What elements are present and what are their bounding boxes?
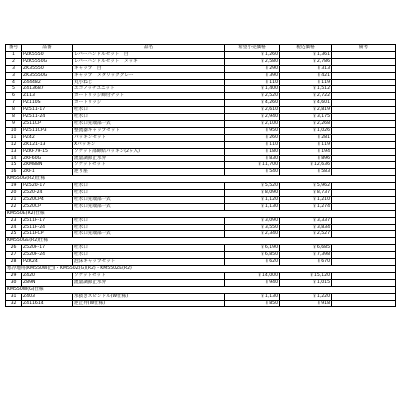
- table-row: [6, 190, 396, 197]
- note-cell: [332, 72, 396, 79]
- part-code: Z520-24: [22, 190, 73, 197]
- note-cell: [332, 107, 396, 114]
- retail-price: ￥2,580: [225, 58, 280, 65]
- table-header-row: [6, 45, 396, 52]
- tax-included-price: ￥2,722: [280, 93, 332, 100]
- part-code: PZK5550: [22, 51, 73, 58]
- table-row: [6, 79, 396, 86]
- table-row: [6, 93, 396, 100]
- part-name: ソケットセット: [73, 162, 225, 169]
- note-cell: [332, 114, 396, 121]
- part-code: ZKF1: [22, 169, 73, 176]
- retail-price: ￥260: [225, 134, 280, 141]
- part-name: 水抜きスピンドル(W仕様): [73, 293, 225, 300]
- row-number: 10: [6, 127, 22, 134]
- tax-included-price: ￥1,026: [280, 127, 332, 134]
- table-row: [6, 107, 396, 114]
- note-cell: [332, 183, 396, 190]
- row-number: 20: [6, 190, 22, 197]
- tax-included-price: ￥918: [280, 300, 332, 307]
- header-part-name: 品名: [73, 45, 225, 52]
- table-row: [6, 169, 396, 176]
- tax-included-price: ￥2,786: [280, 58, 332, 65]
- part-name: 吐水口: [73, 107, 225, 114]
- part-code: ZKF60G: [22, 155, 73, 162]
- section-row: [6, 210, 396, 217]
- tax-included-price: ￥3,175: [280, 114, 332, 121]
- part-code: Z520CP: [22, 203, 73, 210]
- part-name: 流量調節止水弁: [73, 155, 225, 162]
- tax-included-price: ￥1,512: [280, 86, 332, 93]
- row-number: 7: [6, 100, 22, 107]
- part-name: レバーハンドルセット メッキ: [73, 58, 225, 65]
- table-row: [6, 148, 396, 155]
- retail-price: ￥5,520: [225, 183, 280, 190]
- header-retail-price: 希望小売価格: [225, 45, 280, 52]
- tax-included-price: ￥1,361: [280, 51, 332, 58]
- part-name: 流量調節止水弁: [73, 279, 225, 286]
- table-row: [6, 245, 396, 252]
- tax-included-price: ￥1,274: [280, 203, 332, 210]
- tax-included-price: ￥15,120: [280, 272, 332, 279]
- retail-price: ￥2,610: [225, 107, 280, 114]
- part-name: レバーハンドルセット 白: [73, 51, 225, 58]
- part-name: 吐水口: [73, 114, 225, 121]
- retail-price: ￥1,120: [225, 196, 280, 203]
- part-name: 逆止弁(W仕様): [73, 300, 225, 307]
- note-cell: [332, 245, 396, 252]
- table-row: [6, 155, 396, 162]
- row-number: 30: [6, 279, 22, 286]
- part-code: Z520F-17: [22, 245, 73, 252]
- table-row: [6, 120, 396, 127]
- section-row: [6, 266, 396, 273]
- part-name: キャップ メタリックグレー: [73, 72, 225, 79]
- tax-included-price: ￥1,210: [280, 196, 332, 203]
- part-code: Z511F-24: [22, 224, 73, 231]
- part-code: PZK24: [22, 259, 73, 266]
- note-cell: [332, 100, 396, 107]
- row-number: 28: [6, 259, 22, 266]
- row-number: 13: [6, 148, 22, 155]
- part-code: PZK5550G: [22, 58, 73, 65]
- retail-price: ￥1,260: [225, 51, 280, 58]
- section-label: KM550E(R2)仕様: [6, 210, 396, 217]
- note-cell: [332, 79, 396, 86]
- note-cell: [332, 169, 396, 176]
- part-code: ZK35550: [22, 65, 73, 72]
- retail-price: ￥850: [225, 300, 280, 307]
- table-row: [6, 100, 396, 107]
- note-cell: [332, 148, 396, 155]
- part-code: PZ511-24: [22, 114, 73, 121]
- table-row: [6, 224, 396, 231]
- tax-included-price: ￥8,737: [280, 190, 332, 197]
- retail-price: ￥540: [225, 169, 280, 176]
- table-row: [6, 300, 396, 307]
- part-code: Z411614: [22, 300, 73, 307]
- retail-price: ￥1,130: [225, 293, 280, 300]
- table-body: [6, 51, 396, 307]
- part-code: PZ42: [22, 134, 73, 141]
- section-label: KM550W(G)仕様: [6, 286, 396, 293]
- part-name: エコノッチユニット: [73, 86, 225, 93]
- note-cell: [332, 190, 396, 197]
- row-number: 4: [6, 79, 22, 86]
- part-name: キャップ 白: [73, 65, 225, 72]
- note-cell: [332, 231, 396, 238]
- part-code: Z511CP: [22, 120, 73, 127]
- part-code: PZ520-17: [22, 183, 73, 190]
- note-cell: [332, 217, 396, 224]
- part-code: PZ511CP3: [22, 127, 73, 134]
- retail-price: ￥2,940: [225, 114, 280, 121]
- row-number: 11: [6, 134, 22, 141]
- table-row: [6, 86, 396, 93]
- tax-included-price: ￥313: [280, 65, 332, 72]
- note-cell: [332, 51, 396, 58]
- part-code: Z511F-17: [22, 217, 73, 224]
- table-row: [6, 127, 396, 134]
- table-row: [6, 217, 396, 224]
- part-name: 泡沫キャップセット: [73, 259, 225, 266]
- table-row: [6, 196, 396, 203]
- retail-price: ￥180: [225, 148, 280, 155]
- tax-included-price: ￥2,268: [280, 120, 332, 127]
- row-number: 9: [6, 120, 22, 127]
- part-name: カートリッジ: [73, 100, 225, 107]
- note-cell: [332, 196, 396, 203]
- section-row: [6, 238, 396, 245]
- tax-included-price: ￥119: [280, 141, 332, 148]
- retail-price: ￥8,090: [225, 190, 280, 197]
- retail-price: ￥3,090: [225, 217, 280, 224]
- note-cell: [332, 141, 396, 148]
- table-row: [6, 114, 396, 121]
- row-number: 16: [6, 169, 22, 176]
- section-label: 寒冷地用(KM550W(□)・KM550Z(G)(R2)・KM550ZE(R2): [6, 266, 396, 273]
- part-name: 吐水口: [73, 190, 225, 197]
- row-number: 26: [6, 245, 22, 252]
- parts-price-table: [5, 44, 396, 307]
- retail-price: ￥4,260: [225, 100, 280, 107]
- retail-price: ￥2,340: [225, 231, 280, 238]
- row-number: 23: [6, 217, 22, 224]
- note-cell: [332, 252, 396, 259]
- header-note: 備考: [332, 45, 396, 52]
- retail-price: ￥11,700: [225, 162, 280, 169]
- part-name: 丸小ねじ: [73, 79, 225, 86]
- tax-included-price: ￥3,834: [280, 224, 332, 231]
- tax-included-price: ￥1,015: [280, 279, 332, 286]
- part-code: ZKM88N: [22, 162, 73, 169]
- tax-included-price: ￥6,685: [280, 245, 332, 252]
- part-code: ZK35550G: [22, 72, 73, 79]
- part-code: Z520F-24: [22, 252, 73, 259]
- retail-price: ￥390: [225, 72, 280, 79]
- part-name: 吐水口: [73, 252, 225, 259]
- part-code: Z520CP4: [22, 196, 73, 203]
- part-name: Xパッキン: [73, 141, 225, 148]
- part-code: PZ511-17: [22, 107, 73, 114]
- part-code: Z413687: [22, 86, 73, 93]
- note-cell: [332, 58, 396, 65]
- row-number: 27: [6, 252, 22, 259]
- retail-price: ￥6,190: [225, 245, 280, 252]
- part-name: 吐水口先端部一式: [73, 231, 225, 238]
- row-number: 24: [6, 224, 22, 231]
- retail-price: ￥2,520: [225, 93, 280, 100]
- table-row: [6, 58, 396, 65]
- row-number: 14: [6, 155, 22, 162]
- tax-included-price: ￥421: [280, 72, 332, 79]
- tax-included-price: ￥670: [280, 259, 332, 266]
- part-name: 逆り座: [73, 169, 225, 176]
- part-name: カートリッジ締付ナット: [73, 93, 225, 100]
- part-code: PZ110S: [22, 100, 73, 107]
- retail-price: ￥940: [225, 279, 280, 286]
- header-tax-price: 税込価格: [280, 45, 332, 52]
- table-row: [6, 293, 396, 300]
- part-code: PZKF79-15: [22, 148, 73, 155]
- row-number: 2: [6, 58, 22, 65]
- section-label: KM550G(R2)仕様: [6, 176, 396, 183]
- tax-included-price: ￥3,337: [280, 217, 332, 224]
- retail-price: ￥620: [225, 259, 280, 266]
- part-name: 吐水口: [73, 245, 225, 252]
- part-code: Z511FCP: [22, 231, 73, 238]
- tax-included-price: ￥896: [280, 155, 332, 162]
- section-row: [6, 286, 396, 293]
- retail-price: ￥950: [225, 127, 280, 134]
- row-number: 1: [6, 51, 22, 58]
- row-number: 21: [6, 196, 22, 203]
- note-cell: [332, 300, 396, 307]
- table-row: [6, 259, 396, 266]
- header-number: 番号: [6, 45, 22, 52]
- row-number: 5: [6, 86, 22, 93]
- note-cell: [332, 86, 396, 93]
- row-number: 32: [6, 300, 22, 307]
- row-number: 22: [6, 203, 22, 210]
- note-cell: [332, 93, 396, 100]
- part-code: Z89N: [22, 279, 73, 286]
- part-name: ソケット部締結パッキン(2ヶ入): [73, 148, 225, 155]
- table-row: [6, 51, 396, 58]
- retail-price: ￥2,100: [225, 120, 280, 127]
- note-cell: [332, 272, 396, 279]
- note-cell: [332, 65, 396, 72]
- retail-price: ￥6,850: [225, 252, 280, 259]
- table-row: [6, 141, 396, 148]
- note-cell: [332, 120, 396, 127]
- part-code: Z44482: [22, 79, 73, 86]
- note-cell: [332, 293, 396, 300]
- tax-included-price: ￥1,220: [280, 293, 332, 300]
- retail-price: ￥1,130: [225, 203, 280, 210]
- tax-included-price: ￥119: [280, 79, 332, 86]
- row-number: 8: [6, 107, 22, 114]
- retail-price: ￥3,550: [225, 224, 280, 231]
- note-cell: [332, 279, 396, 286]
- part-name: 吐水口: [73, 183, 225, 190]
- part-name: パッキンセット: [73, 134, 225, 141]
- table-row: [6, 231, 396, 238]
- row-number: 19: [6, 183, 22, 190]
- part-name: 整流器キャップセット: [73, 127, 225, 134]
- tax-included-price: ￥583: [280, 169, 332, 176]
- tax-included-price: ￥2,819: [280, 107, 332, 114]
- note-cell: [332, 224, 396, 231]
- table-row: [6, 272, 396, 279]
- tax-included-price: ￥4,601: [280, 100, 332, 107]
- tax-included-price: ￥7,398: [280, 252, 332, 259]
- table-row: [6, 203, 396, 210]
- tax-included-price: ￥12,636: [280, 162, 332, 169]
- row-number: 25: [6, 231, 22, 238]
- section-row: [6, 176, 396, 183]
- header-part-code: 品番: [22, 45, 73, 52]
- tax-included-price: ￥281: [280, 134, 332, 141]
- tax-included-price: ￥194: [280, 148, 332, 155]
- row-number: 29: [6, 272, 22, 279]
- tax-included-price: ￥2,527: [280, 231, 332, 238]
- table-row: [6, 134, 396, 141]
- table-row: [6, 279, 396, 286]
- part-name: ソケットセット: [73, 272, 225, 279]
- part-name: 吐水口先端部一式: [73, 120, 225, 127]
- table-row: [6, 72, 396, 79]
- retail-price: ￥110: [225, 141, 280, 148]
- part-code: Z403: [22, 293, 73, 300]
- row-number: 3: [6, 65, 22, 72]
- retail-price: ￥14,000: [225, 272, 280, 279]
- part-name: 吐水口先端部一式: [73, 196, 225, 203]
- tax-included-price: ￥5,962: [280, 183, 332, 190]
- part-name: 吐水口: [73, 224, 225, 231]
- row-number: 3: [6, 72, 22, 79]
- part-name: 吐水口先端部一式: [73, 203, 225, 210]
- note-cell: [332, 155, 396, 162]
- retail-price: ￥290: [225, 65, 280, 72]
- retail-price: ￥1,400: [225, 86, 280, 93]
- part-name: 吐水口: [73, 217, 225, 224]
- row-number: 31: [6, 293, 22, 300]
- row-number: 12: [6, 141, 22, 148]
- part-code: ZK121-13: [22, 141, 73, 148]
- row-number: 8: [6, 114, 22, 121]
- retail-price: ￥110: [225, 79, 280, 86]
- row-number: 6: [6, 93, 22, 100]
- retail-price: ￥830: [225, 155, 280, 162]
- section-label: KM550GE(R2)仕様: [6, 238, 396, 245]
- table-row: [6, 252, 396, 259]
- table-row: [6, 162, 396, 169]
- note-cell: [332, 259, 396, 266]
- note-cell: [332, 162, 396, 169]
- part-code: Z113: [22, 93, 73, 100]
- note-cell: [332, 127, 396, 134]
- row-number: 15: [6, 162, 22, 169]
- table-row: [6, 183, 396, 190]
- part-code: Z420: [22, 272, 73, 279]
- note-cell: [332, 134, 396, 141]
- table-row: [6, 65, 396, 72]
- note-cell: [332, 203, 396, 210]
